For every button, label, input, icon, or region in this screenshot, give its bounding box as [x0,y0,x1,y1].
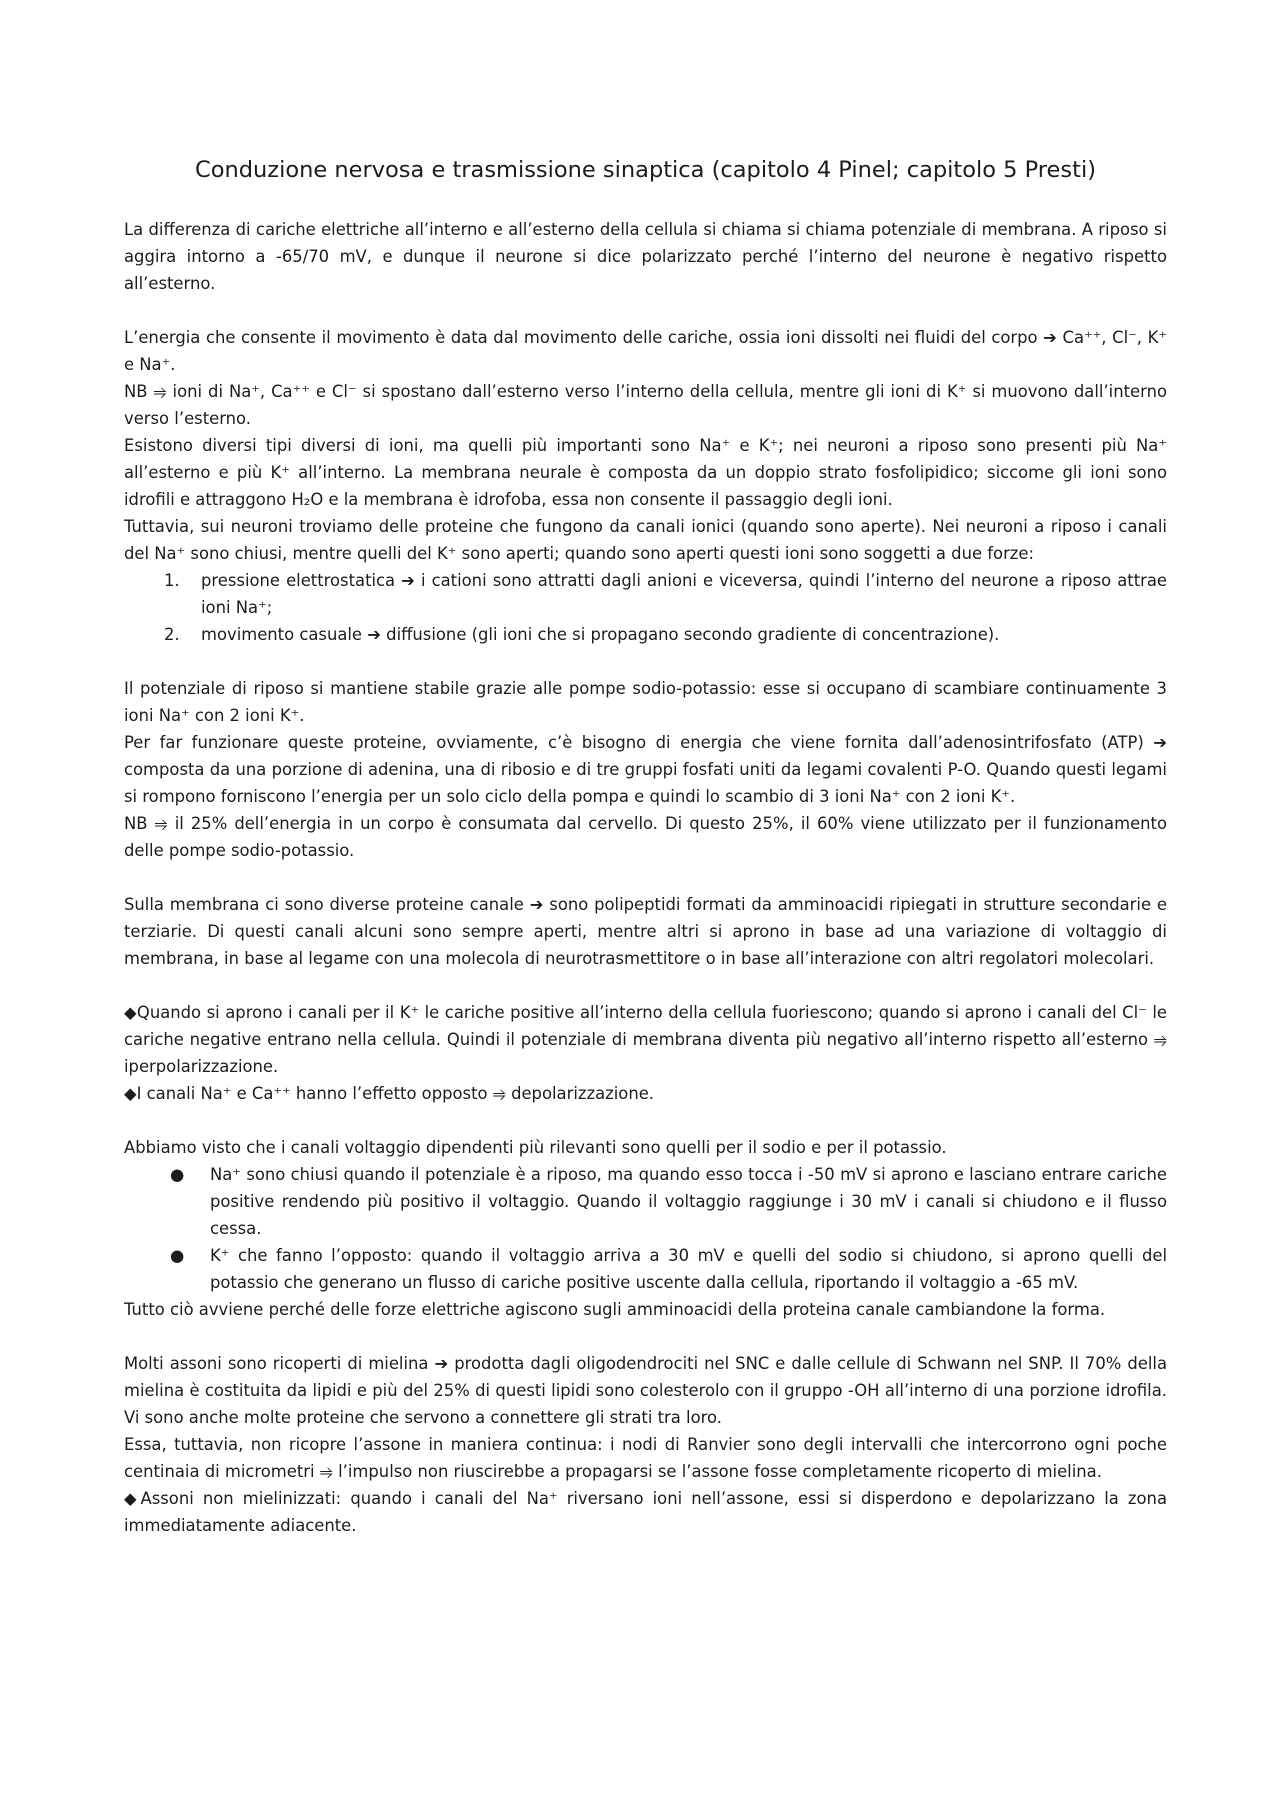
list-item [124,1161,1167,1242]
paragraph-channel-proteins: Sulla membrana ci sono diverse proteine canale ➔ sono polipeptidi formati da amminoacidi ripiegati in strutture secondarie e terziarie. Di questi canali alcuni sono sempre aperti, mentre altri si aprono in base ad una variazione di voltaggio di membrana, in base al legame con una molecola di neurotrasmettitore o in base all’interazione con altri regolatori molecolari. [124,895,1167,968]
list-item-text: movimento casuale ➔ diffusione (gli ioni che si propagano secondo gradiente di concentrazione). [201,625,1000,644]
paragraph-ion-channels: Tuttavia, sui neuroni troviamo delle proteine che fungono da canali ionici (quando sono aperte). Nei neuroni a riposo i canali del Na⁺ sono chiusi, mentre quelli del K⁺ sono aperti; quando sono aperti questi ioni sono soggetti a due forze: [124,517,1167,563]
paragraph-energy-ions: L’energia che consente il movimento è data dal movimento delle cariche, ossia ioni dissolti nei fluidi del corpo ➔ Ca⁺⁺, Cl⁻, K⁺ e Na⁺. [124,328,1167,374]
list-item [124,621,1167,648]
paragraph-hyperpolarization: ◆Quando si aprono i canali per il K⁺ le cariche positive all’interno della cellula fuoriescono; quando si aprono i canali del Cl⁻ le cariche negative entrano nella cellula. Quindi il potenziale di membrana diventa più negativo all’interno rispetto all’esterno ⥤ iperpolarizzazione. [124,1003,1167,1076]
list-item-text: Na⁺ sono chiusi quando il potenziale è a riposo, ma quando esso tocca i -50 mV si aprono e lasciano entrare cariche positive rendendo più positivo il voltaggio. Quando il voltaggio raggiunge i 30 mV i canali si chiudono e il flusso cessa. [210,1165,1167,1238]
list-item [124,1242,1167,1296]
paragraph-electric-forces: Tutto ciò avviene perché delle forze elettriche agiscono sugli amminoacidi della proteina canale cambiandone la forma. [124,1300,1106,1319]
list-item-text: pressione elettrostatica ➔ i cationi sono attratti dagli anioni e viceversa, quindi l’interno del neurone a riposo attrae ioni Na⁺; [201,571,1167,617]
bullet-icon: ● [170,1246,185,1265]
paragraph-gap [124,1323,1167,1350]
document-page [124,150,1167,1539]
list-number: 1. [164,571,180,590]
page-title: Conduzione nervosa e trasmissione sinaptica (capitolo 4 Pinel; capitolo 5 Presti) [195,157,1096,183]
paragraph-gap [124,972,1167,999]
paragraph-gap [124,648,1167,675]
paragraph-depolarization: ◆I canali Na⁺ e Ca⁺⁺ hanno l’effetto opposto ⥤ depolarizzazione. [124,1084,655,1103]
paragraph-gap [124,864,1167,891]
bullet-icon: ● [170,1165,185,1184]
voltage-channels-list [124,1161,1167,1296]
paragraph-gap [124,1107,1167,1134]
paragraph-myelin: Molti assoni sono ricoperti di mielina ➔ prodotta dagli oligodendrociti nel SNC e dalle cellule di Schwann nel SNP. Il 70% della mielina è costituita da lipidi e più del 25% di questi lipidi sono colesterolo con il gruppo -OH all’interno di una porzione idrofila. Vi sono anche molte proteine che servono a connettere gli strati tra loro. [124,1354,1167,1427]
paragraph-sodium-potassium-pump: Il potenziale di riposo si mantiene stabile grazie alle pompe sodio-potassio: esse si occupano di scambiare continuamente 3 ioni Na⁺ con 2 ioni K⁺. [124,679,1167,725]
paragraph-ion-types: Esistono diversi tipi diversi di ioni, ma quelli più importanti sono Na⁺ e K⁺; nei neuroni a riposo sono presenti più Na⁺ all’esterno e più K⁺ all’interno. La membrana neurale è composta da un doppio strato fosfolipidico; siccome gli ioni sono idrofili e attraggono H₂O e la membrana è idrofoba, essa non consente il passaggio degli ioni. [124,436,1167,509]
paragraph-nb-energy: NB ⥤ il 25% dell’energia in un corpo è consumata dal cervello. Di questo 25%, il 60% viene utilizzato per il funzionamento delle pompe sodio-potassio. [124,814,1167,860]
paragraph-atp: Per far funzionare queste proteine, ovviamente, c’è bisogno di energia che viene fornita dall’adenosintrifosfato (ATP) ➔ composta da una porzione di adenina, una di ribosio e di tre gruppi fosfati uniti da legami covalenti P-O. Quando questi legami si rompono forniscono l’energia per un solo ciclo della pompa e quindi lo scambio di 3 ioni Na⁺ con 2 ioni K⁺. [124,733,1167,806]
paragraph-voltage-channels: Abbiamo visto che i canali voltaggio dipendenti più rilevanti sono quelli per il sodio e per il potassio. [124,1138,947,1157]
paragraph-nb-ion-movement: NB ⥤ ioni di Na⁺, Ca⁺⁺ e Cl⁻ si spostano dall’esterno verso l’interno della cellula, mentre gli ioni di K⁺ si muovono dall’interno verso l’esterno. [124,382,1167,428]
paragraph-gap [124,297,1167,324]
list-number: 2. [164,625,180,644]
list-item-text: K⁺ che fanno l’opposto: quando il voltaggio arriva a 30 mV e quelli del sodio si chiudono, si aprono quelli del potassio che generano un flusso di cariche positive uscente dalla cellula, riportando il voltaggio a -65 mV. [210,1246,1167,1292]
list-item [124,567,1167,621]
paragraph-membrane-potential: La differenza di cariche elettriche all’interno e all’esterno della cellula si chiama si chiama potenziale di membrana. A riposo si aggira intorno a -65/70 mV, e dunque il neurone si dice polarizzato perché l’interno del neurone è negativo rispetto all’esterno. [124,220,1167,293]
paragraph-unmyelinated-axons: ◆Assoni non mielinizzati: quando i canali del Na⁺ riversano ioni nell’assone, essi si disperdono e depolarizzano la zona immediatamente adiacente. [124,1489,1167,1535]
paragraph-ranvier-nodes: Essa, tuttavia, non ricopre l’assone in maniera continua: i nodi di Ranvier sono degli intervalli che intercorrono ogni poche centinaia di micrometri ⥤ l’impulso non riuscirebbe a propagarsi se l’assone fosse completamente ricoperto di mielina. [124,1435,1167,1481]
forces-list [124,567,1167,648]
